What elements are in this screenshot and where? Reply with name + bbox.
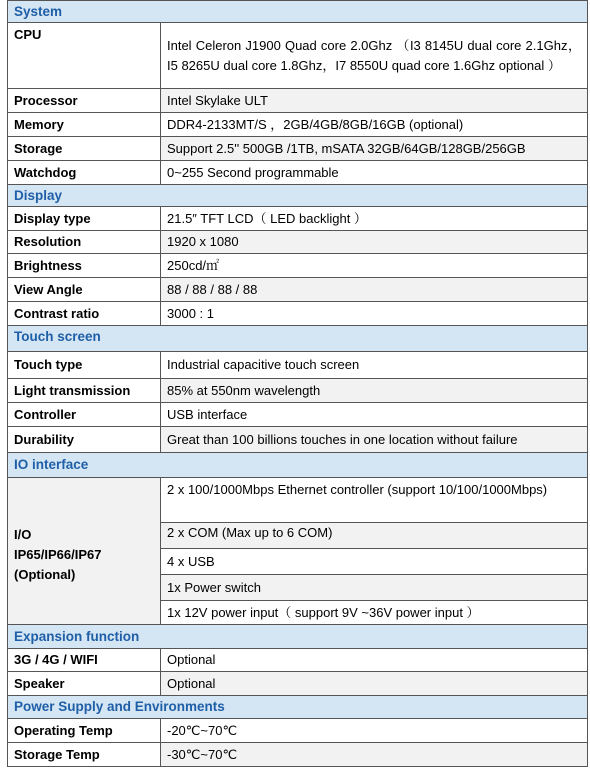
section-system [8, 1, 588, 23]
io-item: 2 x COM (Max up to 6 COM) [161, 523, 588, 549]
row-label: Storage [8, 137, 161, 161]
io-item: 1x 12V power input（ support 9V ~36V power input ） [161, 601, 588, 625]
row-label: 3G / 4G / WIFI [8, 649, 161, 672]
table-row [8, 161, 588, 185]
row-label: Watchdog [8, 161, 161, 185]
table-row [8, 379, 588, 403]
table-row [8, 207, 588, 231]
row-value: Intel Skylake ULT [161, 89, 588, 113]
row-label: Light transmission [8, 379, 161, 403]
table-row [8, 23, 588, 89]
io-item: 4 x USB [161, 549, 588, 575]
row-value: -30℃~70℃ [161, 743, 588, 767]
io-label-line2: IP65/IP66/IP67 [14, 547, 102, 562]
table-row [8, 403, 588, 427]
section-power [8, 696, 588, 719]
row-label: Brightness [8, 254, 161, 278]
table-row [8, 278, 588, 302]
section-title: Display [8, 185, 588, 207]
row-value: 85% at 550nm wavelength [161, 379, 588, 403]
section-title: Expansion function [8, 625, 588, 649]
section-touch [8, 326, 588, 352]
row-value: Great than 100 billions touches in one location without failure [161, 427, 588, 453]
row-label: Storage Temp [8, 743, 161, 767]
row-value: 21.5″ TFT LCD（ LED backlight ） [161, 207, 588, 231]
row-value: Industrial capacitive touch screen [161, 352, 588, 379]
row-value: USB interface [161, 403, 588, 427]
table-row [8, 89, 588, 113]
row-label: Controller [8, 403, 161, 427]
io-label-line3: (Optional) [14, 567, 76, 582]
row-label: Operating Temp [8, 719, 161, 743]
io-item: 1x Power switch [161, 575, 588, 601]
table-row [8, 672, 588, 696]
row-label: Processor [8, 89, 161, 113]
section-display [8, 185, 588, 207]
table-row [8, 231, 588, 254]
row-value: Support 2.5'' 500GB /1TB, mSATA 32GB/64GB/128GB/256GB [161, 137, 588, 161]
table-row [8, 254, 588, 278]
section-expansion [8, 625, 588, 649]
table-row [8, 743, 588, 767]
row-value: 250cd/㎡ [161, 254, 588, 278]
row-label: Resolution [8, 231, 161, 254]
row-label: Display type [8, 207, 161, 231]
section-title: IO interface [8, 453, 588, 478]
section-title: Touch screen [8, 326, 588, 352]
row-value: Optional [161, 649, 588, 672]
section-title: Power Supply and Environments [8, 696, 588, 719]
row-value: 1920 x 1080 [161, 231, 588, 254]
io-label-line1: I/O [14, 527, 32, 542]
row-label: CPU [8, 23, 161, 89]
row-label: Memory [8, 113, 161, 137]
row-value: Optional [161, 672, 588, 696]
spec-table [7, 0, 588, 767]
table-row [8, 649, 588, 672]
row-value: Intel Celeron J1900 Quad core 2.0Ghz （I3 8145U dual core 2.1Ghz，I5 8265U dual core 1.8Ghz，I7 8550U quad core 1.6Ghz optional ） [161, 23, 588, 89]
table-row [8, 113, 588, 137]
row-label: Durability [8, 427, 161, 453]
row-label: Touch type [8, 352, 161, 379]
row-value: DDR4-2133MT/S ，2GB/4GB/8GB/16GB (optional) [161, 113, 588, 137]
table-row [8, 427, 588, 453]
table-row [8, 478, 588, 523]
row-label: Speaker [8, 672, 161, 696]
section-title: System [8, 1, 588, 23]
row-value: -20℃~70℃ [161, 719, 588, 743]
io-item: 2 x 100/1000Mbps Ethernet controller (support 10/100/1000Mbps) [161, 478, 588, 523]
section-io [8, 453, 588, 478]
row-value: 88 / 88 / 88 / 88 [161, 278, 588, 302]
table-row [8, 352, 588, 379]
row-value: 3000 : 1 [161, 302, 588, 326]
table-row [8, 137, 588, 161]
row-label: View Angle [8, 278, 161, 302]
io-label [8, 478, 161, 625]
row-label: Contrast ratio [8, 302, 161, 326]
table-row [8, 302, 588, 326]
row-value: 0~255 Second programmable [161, 161, 588, 185]
table-row [8, 719, 588, 743]
